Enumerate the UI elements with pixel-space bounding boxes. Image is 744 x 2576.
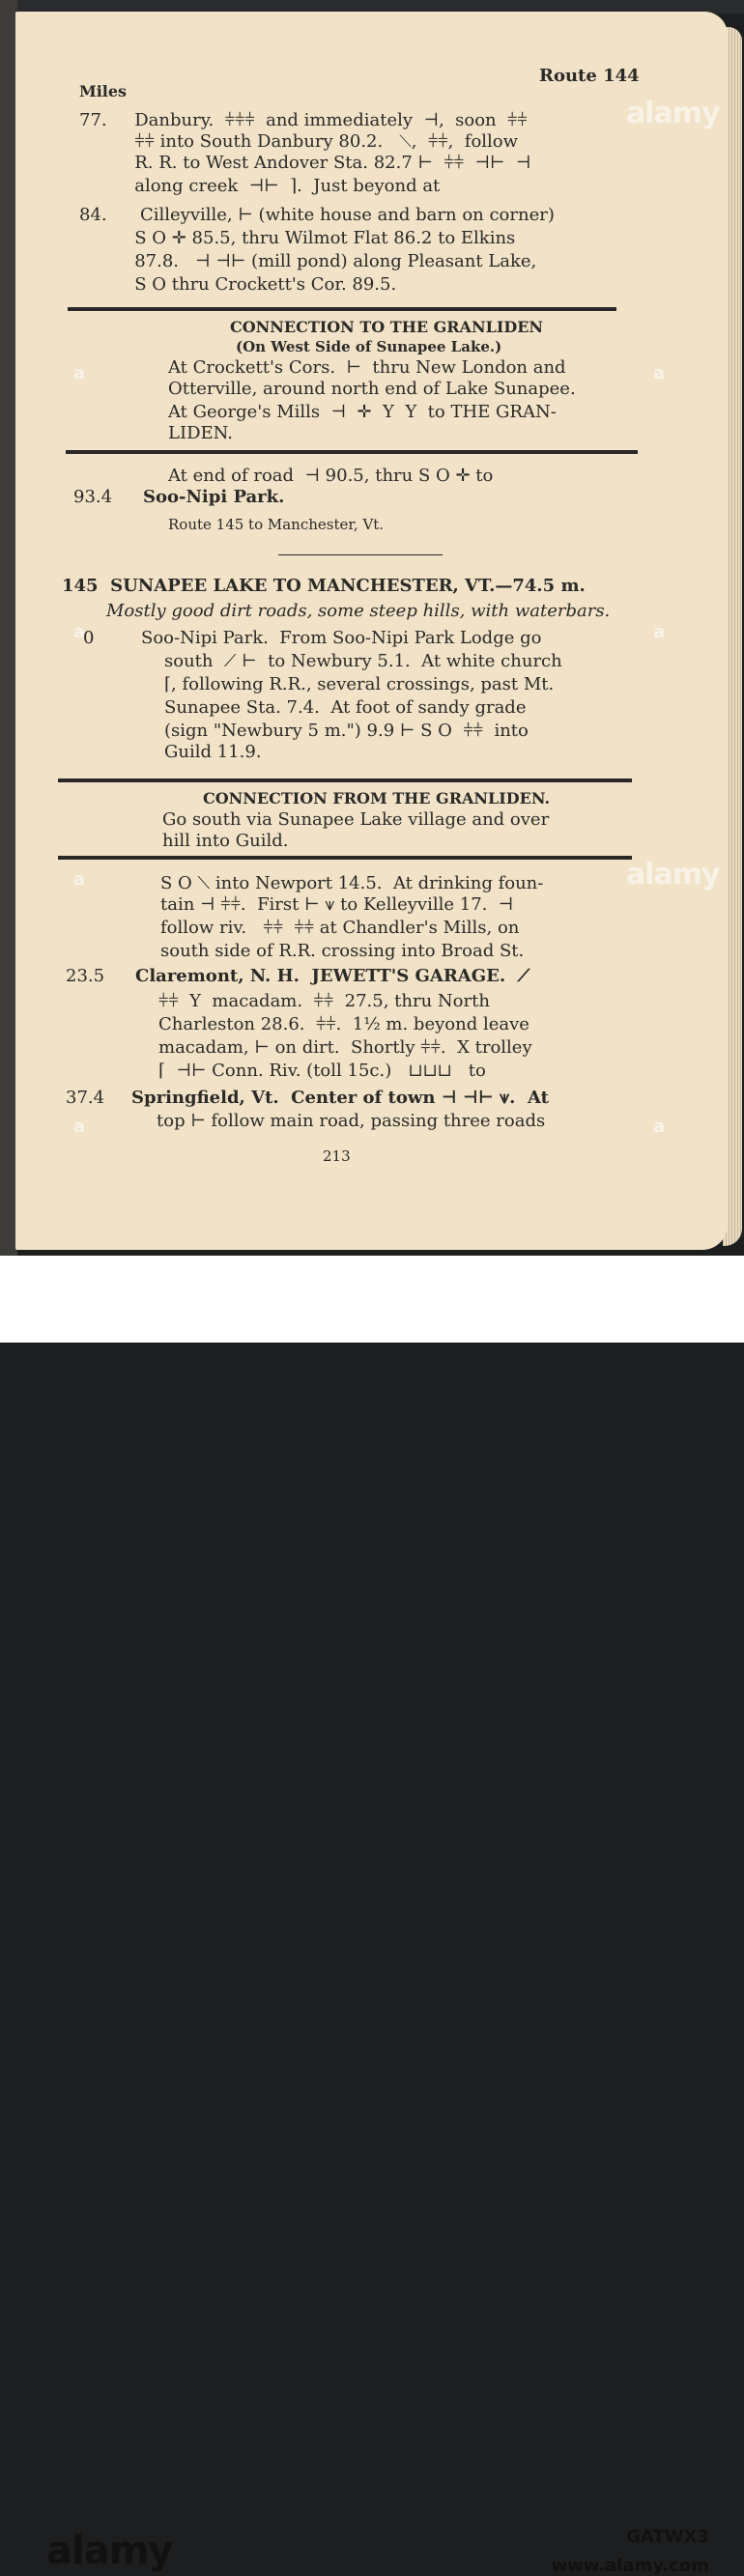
text-line: 87.8. ⊣ ⊣⊢ (mill pond) along Pleasant Lake, [79, 251, 537, 271]
mile-number: 0 [83, 628, 95, 648]
text-line: follow riv. ⫩⫩ ⫩⫩ at Chandler's Mills, on [160, 918, 520, 938]
text-line: (sign "Newbury 5 m.") 9.9 ⊢ S O ⫩⫩ into [164, 721, 529, 741]
text-line: ⫩⫩ into South Danbury 80.2. ⟍, ⫩⫩, follow [79, 131, 519, 152]
text-line: Soo-Nipi Park. From Soo-Nipi Park Lodge go [141, 628, 542, 648]
watermark: alamy [626, 97, 720, 130]
text-line: S O ⟍ into Newport 14.5. At drinking foun- [160, 873, 544, 893]
section-rule [68, 307, 616, 311]
watermark-letter: a [653, 622, 666, 642]
text-line: macadam, ⊢ on dirt. Shortly ⫩⫩. X trolley [158, 1037, 532, 1058]
text-line: At end of road ⊣ 90.5, thru S O ✛ to [168, 466, 494, 486]
text-line: Claremont, N. H. JEWETT'S GARAGE. ⟋ [135, 966, 530, 986]
text-line: Go south via Sunapee Lake village and over [162, 809, 550, 830]
text-line: Charleston 28.6. ⫩⫩. 1½ m. beyond leave [158, 1014, 529, 1034]
text-line: ⫩⫩ Y macadam. ⫩⫩ 27.5, thru North [158, 991, 490, 1011]
image-id: GATWX3 [626, 2527, 709, 2547]
text-line: Sunapee Sta. 7.4. At foot of sandy grade [164, 697, 527, 718]
connection-subtitle: (On West Side of Sunapee Lake.) [236, 338, 502, 355]
text-line: Route 145 to Manchester, Vt. [168, 516, 385, 533]
mile-number: 37.4 [66, 1088, 105, 1108]
text-line: 77. Danbury. ⫩⫩⫩ and immediately ⊣, soon ⫩⫩ [79, 110, 528, 130]
text-line: S O thru Crockett's Cor. 89.5. [79, 274, 397, 295]
text-line: Soo-Nipi Park. [143, 487, 285, 507]
section-rule [66, 450, 638, 454]
connection-title: CONNECTION TO THE GRANLIDEN [230, 318, 544, 336]
text-line: south side of R.R. crossing into Broad St. [160, 941, 525, 961]
route-subtitle: Mostly good dirt roads, some steep hills, with waterbars. [106, 601, 611, 621]
text-line: Springfield, Vt. Center of town ⊣ ⊣⊢ ⩛. At [131, 1088, 549, 1108]
text-line: Otterville, around north end of Lake Sunapee. [168, 379, 576, 399]
short-divider [278, 554, 443, 555]
text-line: tain ⊣ ⫩⫩. First ⊢ ⩛ to Kelleyville 17. ⊣ [160, 894, 514, 915]
text-line: LIDEN. [168, 423, 233, 443]
watermark-letter: a [653, 363, 666, 383]
text-line: along creek ⊣⊢ ⌉. Just beyond at [79, 176, 441, 196]
watermark-letter: a [73, 622, 86, 642]
stock-footer [0, 1256, 744, 2576]
watermark-letter: a [73, 1117, 86, 1137]
text-line: south ⟋ ⊢ to Newbury 5.1. At white church [164, 651, 562, 671]
site-url: www.alamy.com [551, 2556, 709, 2576]
text-line: At Crockett's Cors. ⊢ thru New London and [168, 357, 566, 378]
text-line: S O ✛ 85.5, thru Wilmot Flat 86.2 to Elkins [79, 228, 516, 248]
text-line: R. R. to West Andover Sta. 82.7 ⊢ ⫩⫩ ⊣⊢ ⊣ [79, 153, 531, 173]
text-line: ⌈, following R.R., several crossings, past Mt. [164, 674, 555, 694]
book-page [15, 12, 728, 1250]
route-label: Route 144 [539, 66, 640, 86]
route-title: 145 SUNAPEE LAKE TO MANCHESTER, VT.—74.5 m. [62, 576, 586, 596]
alamy-logo: alamy [46, 2529, 173, 2573]
watermark-letter: a [73, 363, 86, 383]
page-number: 213 [323, 1147, 351, 1165]
mile-number: 23.5 [66, 966, 105, 986]
mile-number: 93.4 [73, 487, 113, 507]
section-rule [58, 856, 632, 860]
text-line: top ⊢ follow main road, passing three roads [157, 1111, 546, 1131]
watermark-letter: a [653, 1117, 666, 1137]
text-line: hill into Guild. [162, 831, 289, 851]
watermark-letter: a [73, 869, 86, 890]
watermark: alamy [626, 858, 720, 892]
section-rule [58, 778, 632, 782]
text-line: ⌈ ⊣⊢ Conn. Riv. (toll 15c.) ⊔⊔⊔ to [158, 1061, 486, 1081]
text-line: At George's Mills ⊣ ✛ Y Y to THE GRAN- [168, 402, 557, 422]
connection-title: CONNECTION FROM THE GRANLIDEN. [203, 789, 551, 807]
miles-label: Miles [79, 82, 128, 100]
text-line: 84. Cilleyville, ⊢ (white house and barn on corner) [79, 205, 555, 225]
text-line: Guild 11.9. [164, 742, 262, 762]
